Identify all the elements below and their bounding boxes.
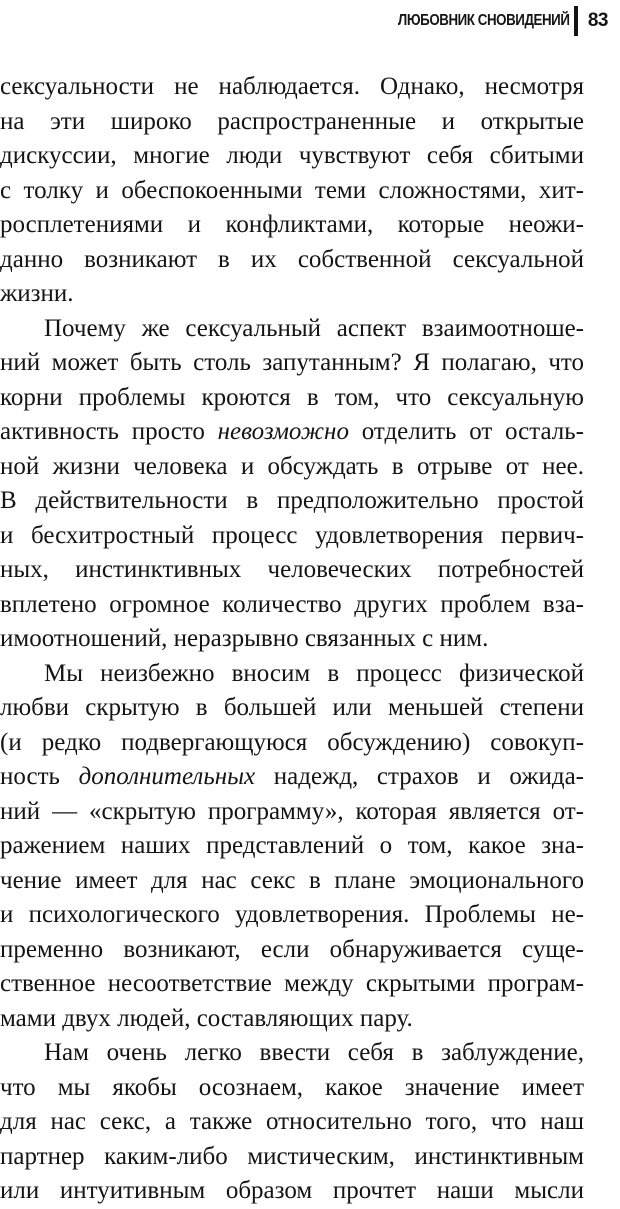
emphasized-word: дополнительных [78, 763, 256, 790]
text-line: партнер каким-либо мистическим, инстинктивным [0, 1142, 584, 1170]
text-line: данно возникают в их собственной сексуальной [0, 245, 584, 273]
text-line: что мы якобы осознаем, какое значение имеет [0, 1073, 584, 1101]
text-line: сексуальности не наблюдается. Однако, несмотря [0, 73, 584, 100]
text-line: ний — «скрытую программу», которая является от- [0, 797, 584, 825]
text-line [0, 760, 584, 795]
text-line: или интуитивным образом прочтет наши мысли [0, 1177, 584, 1204]
text-line [0, 415, 584, 450]
text-line: мами двух людей, составляющих пару. [0, 1004, 413, 1032]
text-line: ной жизни человека и обсуждать в отрыве от нее. [0, 452, 584, 480]
text-fragment: ность [0, 763, 79, 790]
text-fragment: отделить от осталь- [348, 418, 585, 445]
text-line: вплетено огромное количество других проблем вза- [0, 590, 584, 618]
text-line: пременно возникают, если обнаруживается суще- [0, 935, 584, 963]
page-number: 83 [587, 10, 608, 31]
text-line: имоотношений, неразрывно связанных с ним. [0, 625, 489, 652]
text-line: Нам очень легко ввести себя в заблуждение, [44, 1039, 584, 1066]
text-line: (и редко подвергающуюся обсуждению) совокуп- [0, 728, 584, 756]
text-line: жизни. [0, 280, 74, 307]
text-line: и бесхитростный процесс удовлетворения первич- [0, 521, 584, 549]
running-title: ЛЮБОВНИК СНОВИДЕНИЙ [398, 12, 570, 29]
text-line: росплетениями и конфликтами, которые неожи- [0, 211, 584, 238]
text-line: чение имеет для нас секс в плане эмоционального [0, 866, 584, 894]
emphasized-word: невозможно [217, 418, 349, 445]
text-line: В действительности в предположительно простой [0, 487, 584, 514]
text-line: ственное несоответствие между скрытыми програм- [0, 970, 584, 997]
text-fragment: надежд, страхов и ожида- [255, 763, 584, 790]
text-line: Почему же сексуальный аспект взаимоотноше- [44, 314, 584, 342]
paragraph-4 [0, 1036, 584, 1209]
paragraph-3 [0, 657, 584, 1037]
text-line: ных, инстинктивных человеческих потребностей [0, 556, 584, 583]
paragraph-1 [0, 70, 584, 312]
body-text [0, 70, 584, 1209]
text-line: Мы неизбежно вносим в процесс физической [44, 659, 584, 687]
text-fragment: активность просто [0, 418, 218, 445]
running-head [370, 6, 608, 36]
text-line: корни проблемы кроются в том, что сексуальную [0, 383, 584, 411]
text-line: любви скрытую в большей или меньшей степени [0, 694, 584, 721]
text-line: и психологического удовлетворения. Проблемы не- [0, 901, 584, 928]
header-divider-rule [574, 6, 578, 36]
text-line: для нас секс, а также относительно того, что наш [0, 1108, 584, 1135]
text-line: на эти широко распространенные и открытые [0, 107, 584, 135]
text-line: ний может быть столь запутанным? Я полагаю, что [0, 349, 584, 376]
text-line: дискуссии, многие люди чувствуют себя сбитыми [0, 142, 584, 169]
paragraph-2 [0, 312, 584, 657]
text-line: ражением наших представлений о том, какое зна- [0, 832, 584, 859]
text-line: с толку и обеспокоенными теми сложностями, хит- [0, 176, 584, 204]
